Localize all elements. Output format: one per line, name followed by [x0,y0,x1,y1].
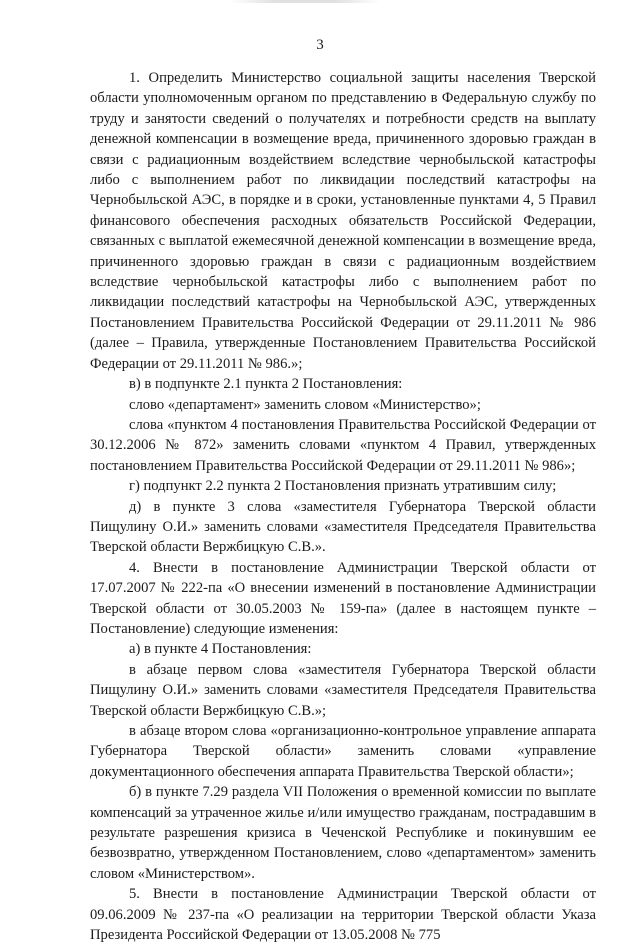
paragraph-7: 4. Внести в постановление Администрации Тверской области от 17.07.2007 № 222-па «О внесении изменений в постановление Администрации Тверской области от 30.05.2003 № 159-па» (далее в настоящем пункте – Постановление) следующие изменения: [90,559,596,637]
paragraph-9: в абзаце первом слова «заместителя Губернатора Тверской области Пищулину О.И.» заменить словами «заместителя Председателя Правительства Тверской области Вержбицкую С.В.»; [90,661,596,719]
paragraph-5: г) подпункт 2.2 пункта 2 Постановления признать утратившим силу; [129,478,557,495]
paragraph-4: слова «пунктом 4 постановления Правительства Российской Федерации от 30.12.2006 № 872» заменить словами «пунктом 4 Правил, утвержденных постановлением Правительства Российской Федерации от 29.11.2011 № 986»; [90,416,596,474]
paragraph-11: б) в пункте 7.29 раздела VII Положения о временной комиссии по выплате компенсаций за утраченное жилье и/или имущество гражданам, пострадавшим в результате разрешения кризиса в Чеченской Республике и покинувшим ее безвозвратно, утвержденном Постановлением, слово «департаментом» заменить словом «Министерством». [90,784,596,882]
paragraph-10: в абзаце втором слова «организационно-контрольное управление аппарата Губернатора Тверской области» заменить словами «управление документационного обеспечения аппарата Правительства Тверской области»; [90,723,596,780]
paragraph-1: 1. Определить Министерство социальной защиты населения Тверской области уполномоченным органом по представлению в Федеральную службу по труду и занятости сведений о получателях и потребности средств на выплату денежной компенсации в возмещение вреда, причиненного здоровью граждан в связи с радиационным воздействием вследствие чернобыльской катастрофы либо с выполнением работ по ликвидации последствий катастрофы на Чернобыльской АЭС, в порядке и в сроки, установленные пунктами 4, 5 Правил финансового обеспечения расходных обязательств Российской Федерации, связанных с выплатой ежемесячной денежной компенсации в возмещение вреда, причиненного здоровью граждан в связи с радиационным воздействием вследствие чернобыльской катастрофы либо с выполнением работ по ликвидации последствий катастрофы на Чернобыльской АЭС, утвержденных Постановлением Правительства Российской Федерации от 29.11.2011 № 986 (далее – Правила, утвержденные Постановлением Правительства Российской Федерации от 29.11.2011 № 986.»; [90,70,596,372]
paragraph-8: а) в пункте 4 Постановления: [129,641,312,658]
paragraph-6: д) в пункте 3 слова «заместителя Губернатора Тверской области Пищулину О.И.» заменить словами «заместителя Председателя Правительства Тверской области Вержбицкую С.В.». [90,498,596,556]
paragraph-2: в) в подпункте 2.1 пункта 2 Постановления: [129,376,403,393]
paragraph-12: 5. Внести в постановление Администрации Тверской области от 09.06.2009 № 237-па «О реализации на территории Тверской области Указа Президента Российской Федерации от 13.05.2008 № 775 [90,886,596,944]
document-body [90,68,596,945]
page-number: 3 [316,37,324,53]
paragraph-3: слово «департамент» заменить словом «Министерство»; [129,396,481,413]
scan-artifact [230,0,380,3]
